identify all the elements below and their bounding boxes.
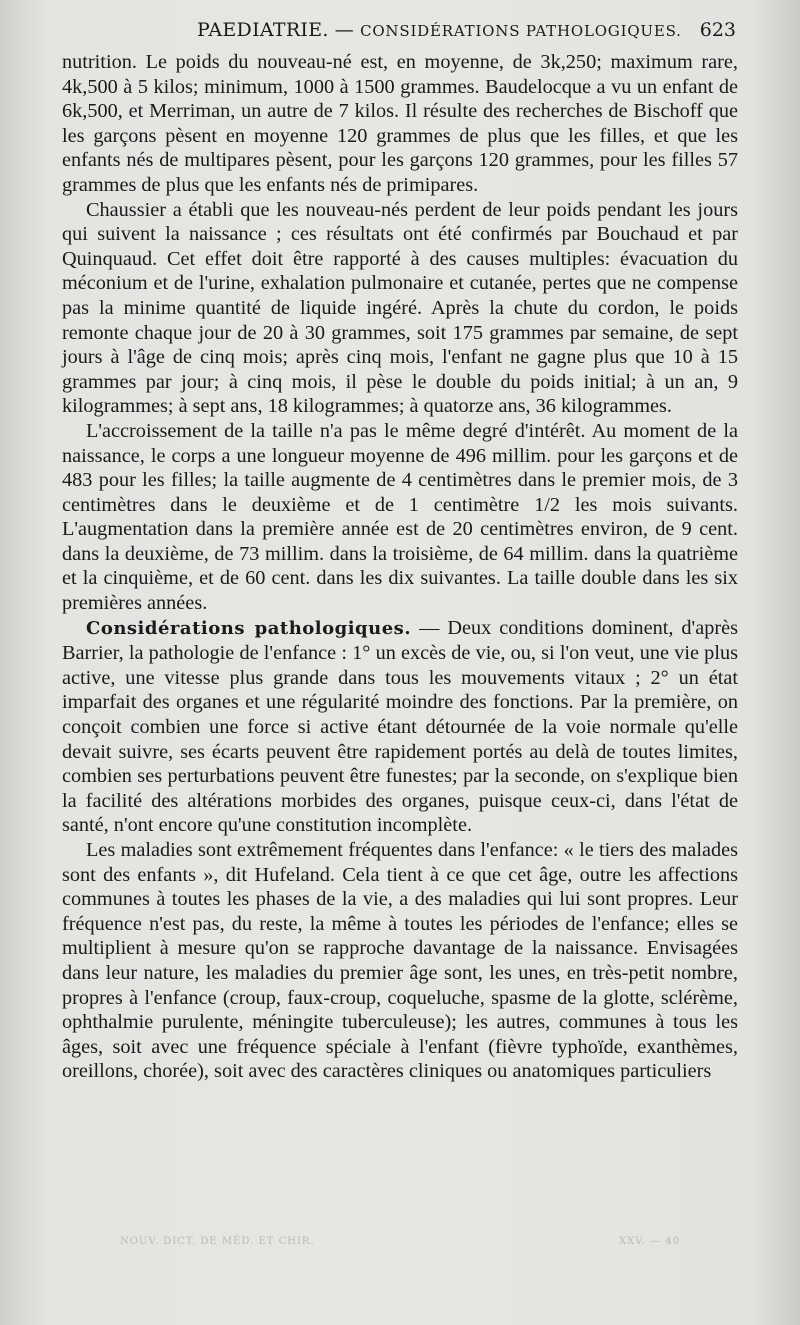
paragraph-pathology-text: — Deux conditions dominent, d'après Barrier, la pathologie de l'enfance : 1° un excès de vie, ou, si l'on veut, une vie plus active, une vitesse plus grande dans tous les mouvements vitaux ; 2° un état imparfait des organes et une régularité moindre des fonctions. Par la première, on conçoit combien une force si active étant détournée de la voie normale qu'elle devait suivre, ses écarts peuvent être rapidement portés au delà de toutes limites, combien ses perturbations peuvent être funestes; par la seconde, on s'explique bien la facilité des altérations morbides des organes, puisque ceux-ci, dans l'état de santé, n'ont encore qu'une constitution incomplète. bbox=[62, 616, 738, 837]
paragraph-weight-loss: Chaussier a établi que les nouveau-nés perdent de leur poids pendant les jours qui suivent la naissance ; ces résultats ont été confirmés par Bouchaud et par Quinquaud. Cet effet doit être rapporté à des causes multiples: évacuation du méconium et de l'urine, exhalation pulmonaire et cutanée, pertes que ne compense pas la minime quantité de liquide ingéré. Après la chute du cordon, le poids remonte chaque jour de 20 à 30 grammes, soit 175 grammes par semaine, de sept jours à l'âge de cinq mois; après cinq mois, l'enfant ne gagne plus que 10 à 15 grammes par jour; à cinq mois, il pèse le double du poids initial; à un an, 9 kilogrammes; à sept ans, 18 kilogrammes; à quatorze ans, 36 kilogrammes. bbox=[62, 198, 738, 418]
chapter-title: CONSIDÉRATIONS PATHOLOGIQUES. bbox=[360, 22, 682, 40]
paragraph-nutrition: nutrition. Le poids du nouveau-né est, en moyenne, de 3k,250; maximum rare, 4k,500 à 5 kilos; minimum, 1000 à 1500 grammes. Baudelocque a vu un enfant de 6k,500, et Merriman, un autre de 7 kilos. Il résulte des recherches de Bischoff que les garçons pèsent en moyenne 120 grammes de plus que les filles, et que les enfants nés de multipares pèsent, pour les garçons 120 grammes, pour les filles 57 grammes de plus que les enfants nés de primipares. bbox=[62, 51, 738, 196]
page-number: 623 bbox=[699, 19, 736, 41]
body-text bbox=[62, 50, 738, 1084]
title-dash: — bbox=[334, 19, 355, 41]
running-head bbox=[62, 14, 738, 44]
paragraph-pathology bbox=[62, 616, 738, 838]
paragraph-height: L'accroissement de la taille n'a pas le même degré d'intérêt. Au moment de la naissance, le corps a une longueur moyenne de 496 millim. pour les garçons et de 483 pour les filles; la taille augmente de 4 centimètres dans le premier mois, de 3 centimètres dans le deuxième et de 1 centimètre 1/2 les mois suivants. L'augmentation dans la première année est de 20 centimètres environ, de 9 cent. dans la deuxième, de 73 millim. dans la troisième, de 64 millim. dans la quatrième et la cinquième, et de 60 cent. dans les dix suivantes. La taille double dans les six premières années. bbox=[62, 419, 738, 615]
footer-signature: NOUV. DICT. DE MÉD. ET CHIR. bbox=[120, 1236, 315, 1247]
section-title: PAEDIATRIE. bbox=[197, 19, 329, 41]
section-heading: Considérations pathologiques. bbox=[86, 617, 412, 639]
paragraph-diseases: Les maladies sont extrêmement fréquentes dans l'enfance: « le tiers des malades sont des enfants », dit Hufeland. Cela tient à ce que cet âge, outre les affections communes à toutes les phases de la vie, a des maladies qui lui sont propres. Leur fréquence n'est pas, du reste, la même à toutes les périodes de l'enfance; elles se multiplient à mesure qu'on se rapproche davantage de la naissance. Envisagées dans leur nature, les maladies du premier âge sont, les unes, en très-petit nombre, propres à l'enfance (croup, faux-croup, coqueluche, spasme de la glotte, sclérème, ophthalmie purulente, méningite tuberculeuse); les autres, communes à tous les âges, soit avec une fréquence spéciale à l'enfant (fièvre typhoïde, exanthèmes, oreillons, chorée), soit avec des caractères cliniques ou anatomiques particuliers bbox=[62, 839, 738, 1083]
running-head-title bbox=[197, 19, 682, 41]
page-footer bbox=[120, 1236, 680, 1252]
footer-sheet-number: XXV. — 40 bbox=[619, 1236, 680, 1247]
